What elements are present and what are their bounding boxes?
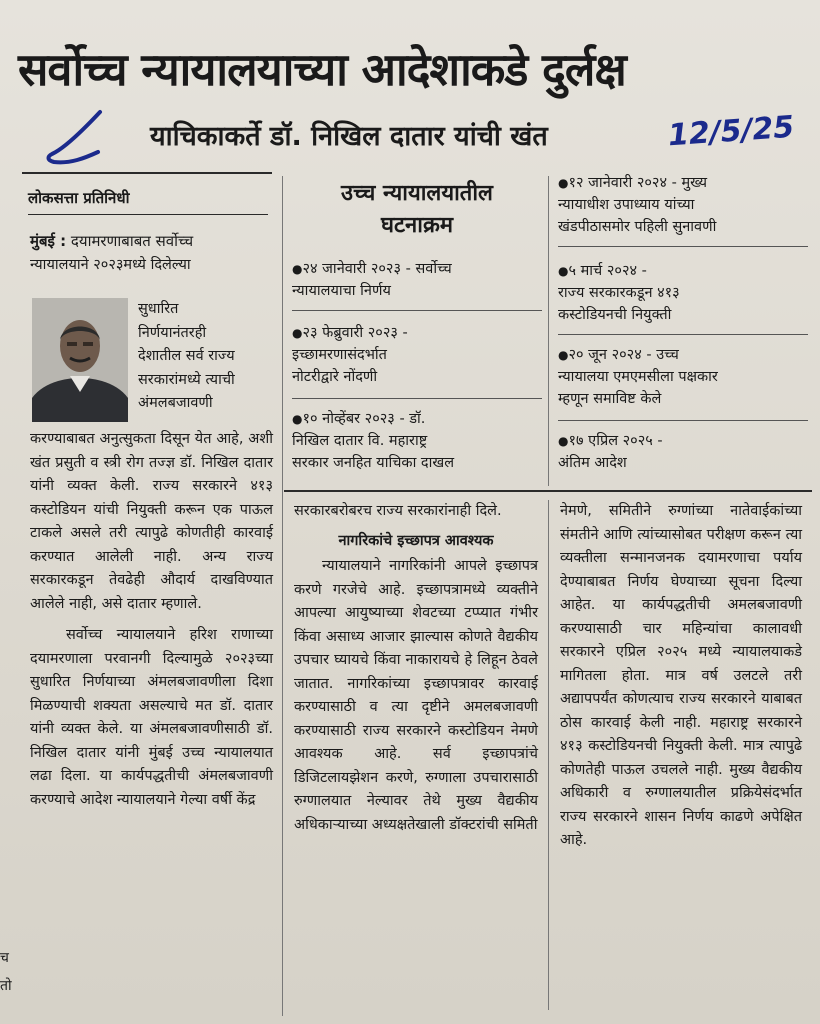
timeline-item-line: ५ मार्च २०२४ - [568,263,647,279]
timeline-item-line: १२ जानेवारी २०२४ - मुख्य [568,175,708,191]
timeline-item-line: १० नोव्हेंबर २०२३ - डॉ. [302,411,426,427]
handwritten-date: 12/5/25 [666,109,796,154]
timeline-item-line: २४ जानेवारी २०२३ - सर्वोच्च [302,261,452,277]
lead-line: दयामरणाबाबत सर्वोच्च [70,232,194,250]
timeline-title-line: उच्च न्यायालयातील [341,181,493,206]
timeline-rule [558,246,808,247]
bullet-icon: ● [558,264,569,278]
timeline-item-line: २३ फेब्रुवारी २०२३ - [302,325,408,341]
timeline-item-line: कस्टोडियनची नियुक्ती [558,307,672,323]
timeline-item-line: निखिल दातार वि. महाराष्ट्र [292,433,428,449]
timeline-item [558,172,808,238]
column-2-body [294,500,538,837]
timeline-rule [292,310,542,311]
headline: सर्वोच्च न्यायालयाच्या आदेशाकडे दुर्लक्ष [18,43,626,96]
edge-fragment: तो [0,978,12,994]
bullet-icon: ● [558,348,569,362]
timeline-item-line: खंडपीठासमोर पहिली सुनावणी [558,219,717,235]
timeline-item-line: २० जून २०२४ - उच्च [568,347,679,363]
lead-line: सरकारांमध्ये त्याची [138,371,235,388]
timeline-item-line: न्यायालया एमएमसीला पक्षकार [558,369,718,385]
bullet-icon: ● [558,434,569,448]
byline: लोकसत्ता प्रतिनिधी [28,189,130,207]
header-rule [22,172,272,174]
timeline-rule [558,420,808,421]
lead-line: सुधारित [138,301,179,317]
lead-line: देशातील सर्व राज्य [138,348,235,364]
bullet-icon: ● [292,412,303,426]
timeline-title [292,178,542,242]
pen-mark-icon [40,108,110,168]
timeline-item-line: १७ एप्रिल २०२५ - [568,433,663,449]
timeline-rule [292,398,542,399]
lead-line: अंमलबजावणी [138,395,213,411]
timeline-item-line: म्हणून समाविष्ट केले [558,391,662,407]
timeline-item-line: इच्छामरणासंदर्भात [292,347,387,363]
lead-block [30,230,270,277]
timeline-item-line: न्यायालयाचा निर्णय [292,283,391,299]
paragraph: न्यायालयाने नागरिकांनी आपले इच्छापत्र करणे गरजेचे आहे. इच्छापत्रामध्ये व्यक्तीने आपल्या आयुष्याच्या शेवटच्या टप्प्यात गंभीर किंवा असाध्य आजार झाल्यास कोणते वैद्यकीय उपचार घ्यायचे किंवा नाकारायचे हे लिहून ठेवले जातात. नागरिकांच्या इच्छापत्रावर कारवाई करण्यासाठी व त्या दृष्टीने अमलबजावणी करण्यासाठी राज्य सरकारने कस्टोडियन नेमणे आवश्यक आहे. सर्व इच्छापत्रांचे डिजिटलायझेशन करणे, रुग्णाला उपचारासाठी रुग्णालयात नेल्यावर तेथे मुख्य वैद्यकीय अधिकाऱ्याच्या अध्यक्षतेखाली डॉक्टरांची समिती [294,558,538,833]
timeline-title-line: घटनाक्रम [380,213,454,238]
subheadline: याचिकाकर्ते डॉ. निखिल दातार यांची खंत [150,121,548,152]
timeline-box-rule [284,490,812,492]
byline-rule [28,214,268,215]
lead-line: निर्णयानंतरही [138,324,207,341]
lead-line: न्यायालयाने २०२३मध्ये दिलेल्या [30,256,191,273]
column-1-body [30,428,273,812]
dateline: मुंबई : [30,232,67,250]
timeline-item [292,258,542,302]
bullet-icon: ● [292,326,303,340]
timeline-item-line: सरकार जनहित याचिका दाखल [292,455,455,471]
timeline-item [292,322,542,388]
section-heading: नागरिकांचे इच्छापत्र आवश्यक [338,532,494,549]
timeline-item [558,260,808,326]
timeline-item [558,430,808,474]
timeline-item-line: अंतिम आदेश [558,455,627,471]
bullet-icon: ● [558,176,569,190]
column-3-body [560,500,802,853]
lead-first-line [30,230,270,254]
timeline-rule [558,334,808,335]
timeline-item-line: न्यायाधीश उपाध्याय यांच्या [558,197,695,213]
timeline-item-line: नोटरीद्वारे नोंदणी [292,369,378,385]
bullet-icon: ● [292,262,303,276]
column-divider [548,176,549,486]
paragraph: सरकारबरोबरच राज्य सरकारांनाही दिले. [294,503,502,519]
column-divider [548,500,549,1010]
timeline-item [292,408,542,474]
paragraph: सर्वोच्च न्यायालयाने हरिश राणाच्या दयामरणाला परवानगी दिल्यामुळे २०२३च्या सुधारित निर्णयाच्या अंमलबजावणीला दिशा मिळण्याची शक्यता असल्याचे मत डॉ. दातार यांनी व्यक्त केले. या अंमलबजावणीसाठी डॉ. निखिल दातार यांनी मुंबई उच्च न्यायालयात लढा दिला. या कार्यपद्धतीची अंमलबजावणी करण्याचे आदेश न्यायालयाने गेल्या वर्षी केंद्र [30,627,273,808]
column-divider [282,176,283,1016]
lead-wrap [138,298,273,416]
timeline-item [558,344,808,410]
edge-fragment: च [0,950,9,966]
paragraph: नेमणे, समितीने रुग्णांच्या नातेवाईकांच्या संमतीने आणि त्यांच्यासोबत परीक्षण करून त्या व्यक्तीला सन्मानजनक दयामरणाचा पर्याय देण्याबाबत निर्णय घेण्याच्या सूचना दिल्या आहेत. या कार्यपद्धतीची अमलबजावणी करण्यासाठी चार महिन्यांचा कालावधी सरकारने एप्रिल २०२५ मध्ये न्यायालयाकडे मागितला होता. मात्र वर्ष उलटले तरी अद्यापपर्यंत कोणत्याच राज्य सरकारने याबाबत ठोस कारवाई केली नाही. महाराष्ट्र सरकारने ४१३ कस्टोडियनची नियुक्ती केली. मात्र त्यापुढे कोणतेही पाऊल उचलले नाही. मुख्य वैद्यकीय अधिकारी व रुग्णालयातील प्रक्रियेसंदर्भात राज्य सरकारने शासन निर्णय काढणे अपेक्षित आहे. [560,503,802,848]
author-photo [32,298,128,422]
timeline-item-line: राज्य सरकारकडून ४१३ [558,285,680,301]
paragraph: करण्याबाबत अनुत्सुकता दिसून येत आहे, अशी खंत प्रसुती व स्त्री रोग तज्ज्ञ डॉ. निखिल दातार यांनी व्यक्त केली. राज्य सरकारने ४१३ कस्टोडियन यांची नियुक्ती करून एक पाऊल टाकले असले तरी त्यापुढे कोणतीही कारवाई करण्यात आलेली नाही. अन्य राज्य सरकारकडून तेवढेही औदार्य दाखविण्यात आलेले नाही, असे दातार म्हणाले. [30,431,273,612]
